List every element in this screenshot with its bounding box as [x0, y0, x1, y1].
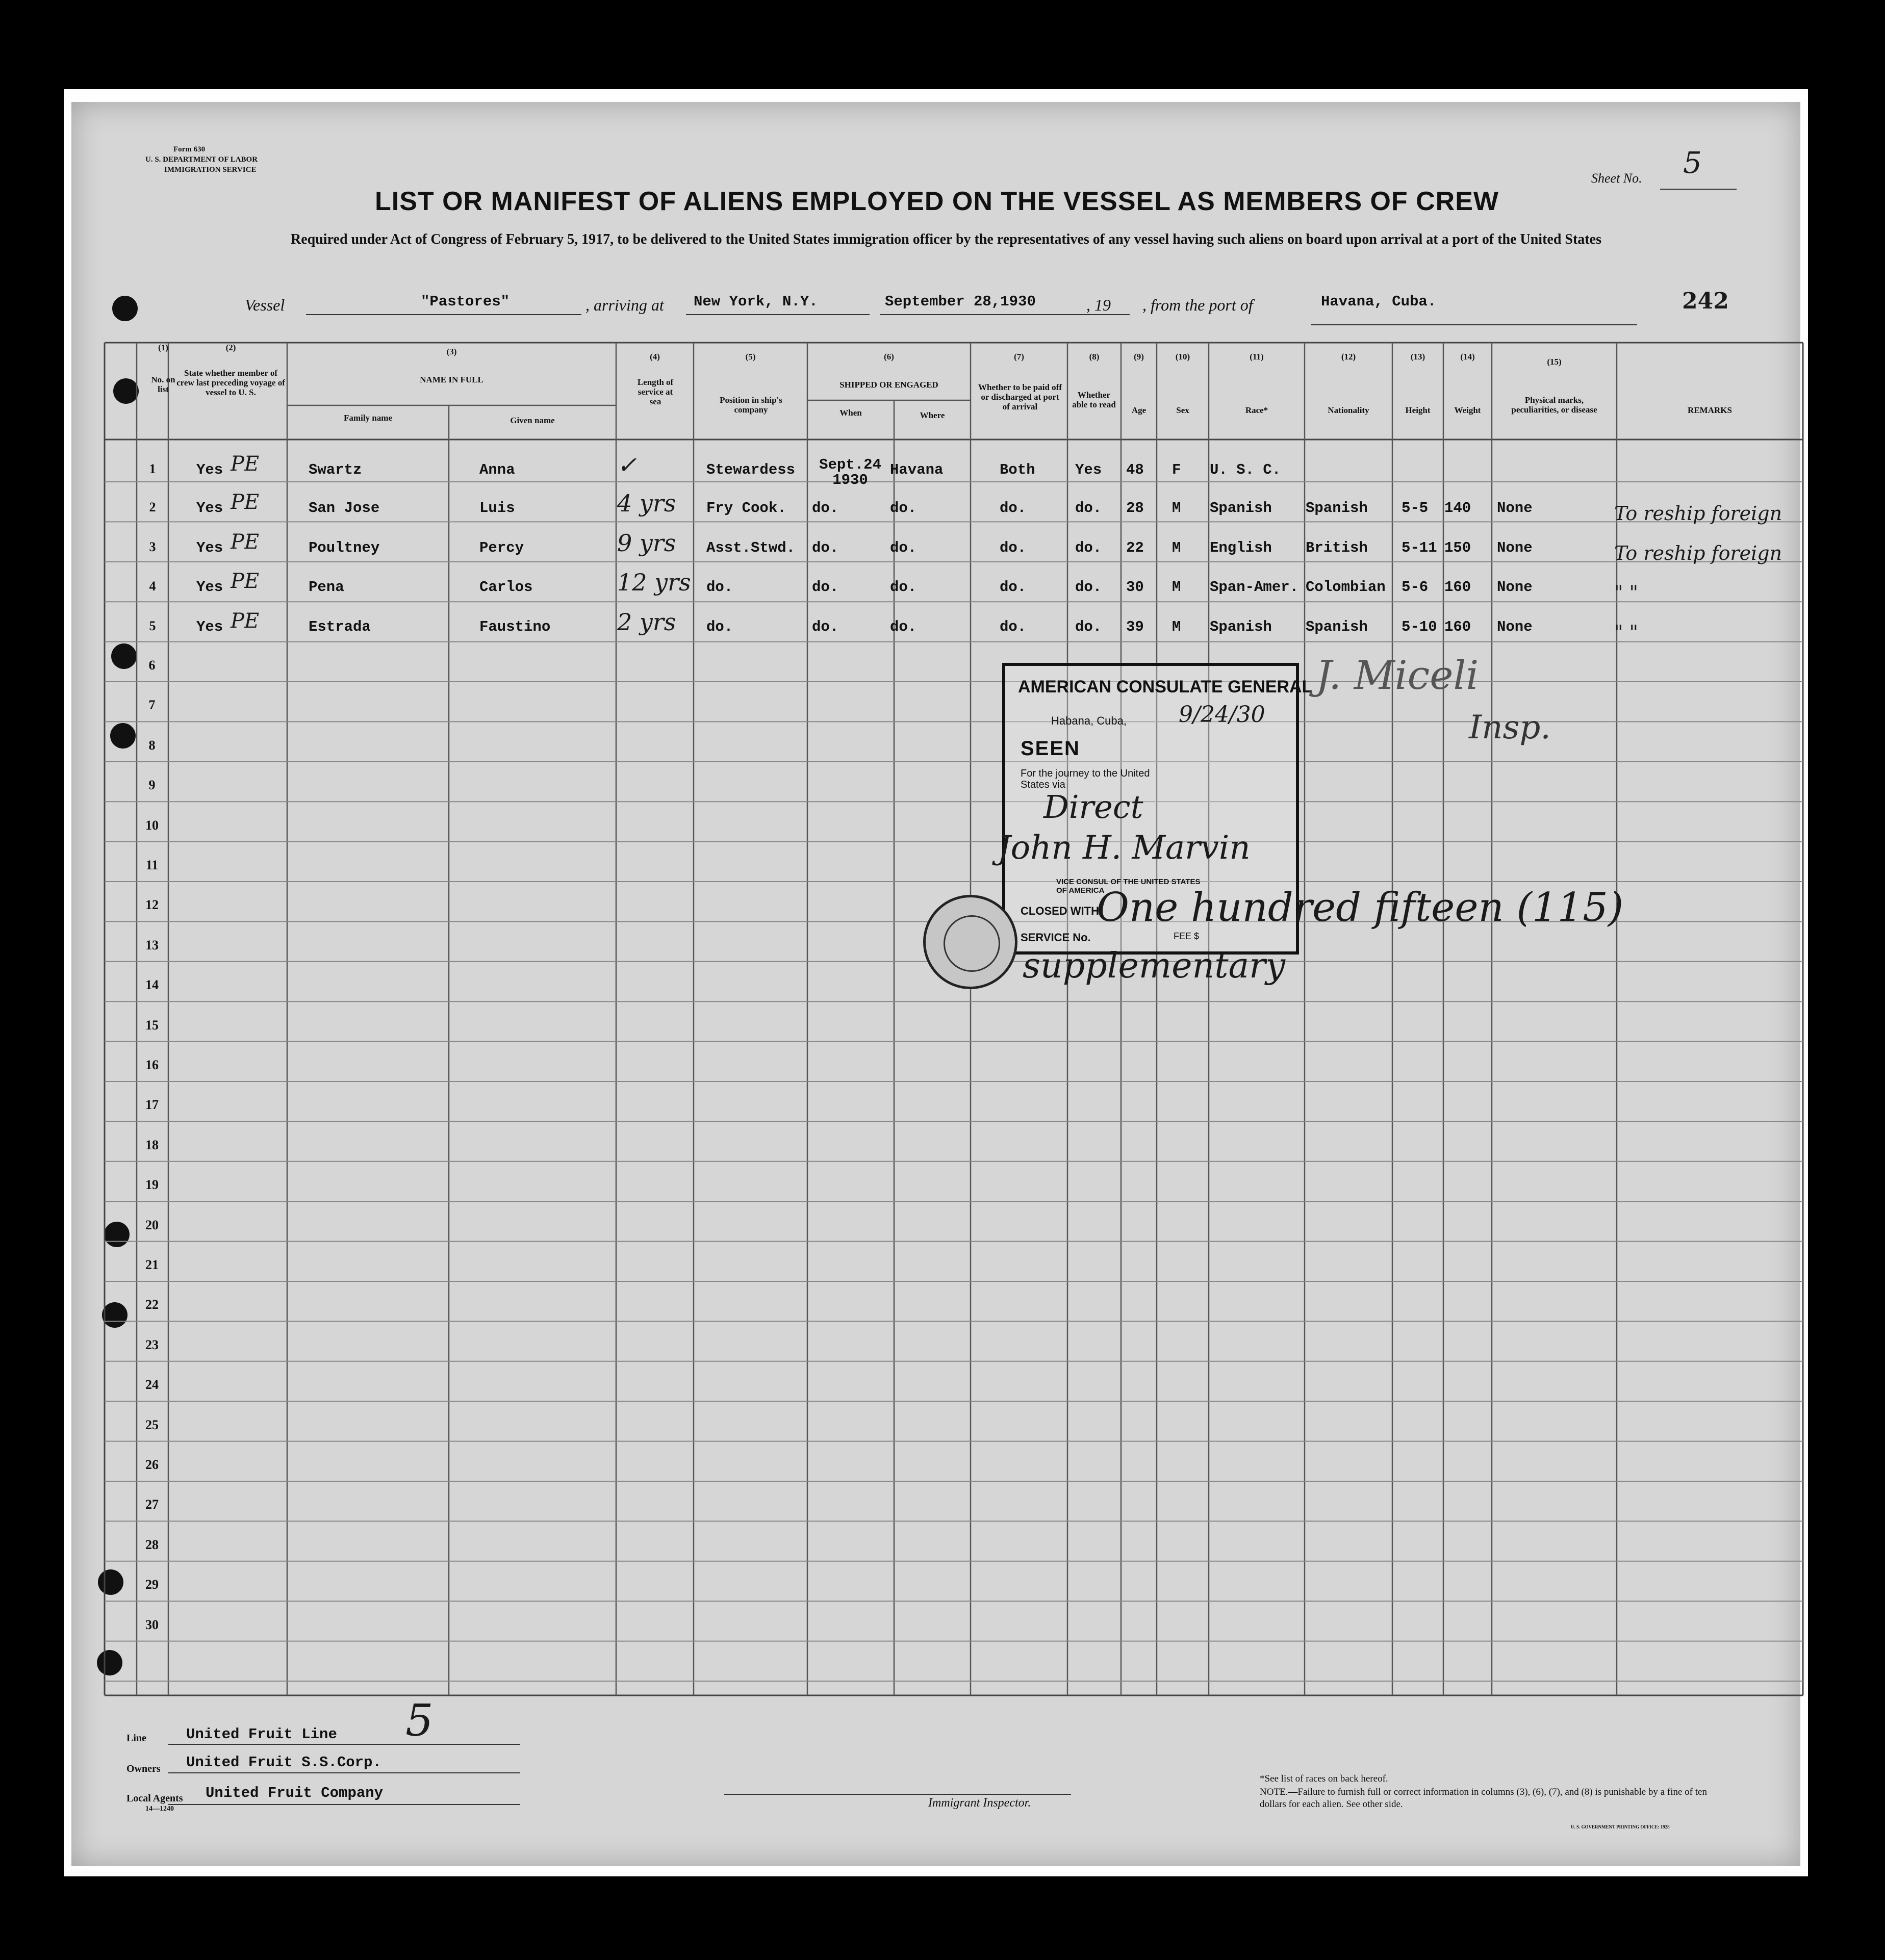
- crew-cell-race: U. S. C.: [1210, 461, 1281, 478]
- col-12-number: (12): [1341, 352, 1356, 362]
- crew-cell-prev: Yes: [196, 500, 223, 517]
- sheet-number: 5: [1683, 145, 1702, 180]
- inspector-underline: [724, 1794, 1071, 1795]
- fine-note: [1260, 1786, 1709, 1811]
- crew-cell-marks: None: [1497, 539, 1533, 556]
- col-6-header: SHIPPED OR ENGAGED: [839, 380, 938, 390]
- crew-cell-race: Span-Amer.: [1210, 579, 1299, 596]
- crew-cell-height: 5-10: [1402, 618, 1437, 635]
- crew-cell-position: Asst.Stwd.: [706, 539, 796, 556]
- row-number: 17: [145, 1097, 159, 1113]
- row-number: 9: [148, 778, 156, 793]
- crew-cell-service: 9 yrs: [617, 529, 676, 557]
- crew-cell-read: do.: [1075, 500, 1102, 517]
- col-3-number: (3): [446, 347, 457, 356]
- crew-cell-mark: PE: [231, 609, 260, 633]
- crew-cell-position: do.: [706, 579, 733, 596]
- col-8-header: Whether able to read: [1072, 390, 1116, 409]
- line-value: United Fruit Line: [186, 1726, 337, 1743]
- crew-cell-marks: None: [1497, 579, 1533, 596]
- crew-cell-family: San Jose: [309, 500, 380, 517]
- stamp-fee-label: FEE $: [1174, 931, 1200, 941]
- printer-credit: U. S. GOVERNMENT PRINTING OFFICE: 1928: [1571, 1824, 1670, 1829]
- row-number: 11: [145, 858, 159, 872]
- line-label: Line: [126, 1733, 146, 1744]
- crew-cell-family: Pena: [309, 579, 344, 596]
- crew-cell-position: do.: [706, 618, 733, 635]
- crew-cell-weight: 140: [1444, 500, 1471, 517]
- crew-cell-age: 22: [1126, 539, 1144, 556]
- crew-cell-no: 3: [149, 539, 156, 554]
- crew-cell-weight: 150: [1444, 539, 1471, 556]
- row-number: 24: [145, 1377, 159, 1392]
- row-number: 30: [145, 1617, 159, 1632]
- crew-cell-no: 5: [149, 618, 156, 633]
- col-3-given-header: Given name: [510, 416, 555, 425]
- crew-cell-nationality: British: [1306, 539, 1368, 556]
- crew-cell-paid: do.: [1000, 579, 1027, 596]
- col-10-number: (10): [1175, 352, 1190, 362]
- col-11-number: (11): [1250, 352, 1264, 362]
- row-number: 12: [145, 897, 159, 913]
- line-handwritten-mark: 5: [405, 1695, 434, 1746]
- col-8-number: (8): [1089, 352, 1100, 362]
- owners-value: United Fruit S.S.Corp.: [186, 1754, 381, 1771]
- row-number: 20: [145, 1217, 159, 1232]
- col-9-number: (9): [1134, 352, 1144, 362]
- col-14-header: Weight: [1454, 405, 1481, 415]
- stamp-city: Habana, Cuba,: [1051, 714, 1127, 727]
- stamp-date: 9/24/30: [1179, 702, 1265, 728]
- crew-cell-given: Faustino: [479, 618, 551, 635]
- sheet-label: Sheet No.: [1591, 171, 1642, 186]
- col-9-header: Age: [1131, 405, 1147, 415]
- crew-cell-position: Stewardess: [706, 461, 796, 478]
- row-number: 22: [145, 1297, 159, 1312]
- col-1-header: No. on list: [151, 375, 175, 394]
- col-2-number: (2): [225, 343, 236, 352]
- row-number: 21: [145, 1257, 159, 1272]
- crew-cell-service: ✓: [617, 451, 637, 479]
- page-subtitle: Required under Act of Congress of February 5, 1917, to be delivered to the United States immigration officer by the representatives of any vessel having such aliens on board upon arrival at a port of the United States: [291, 231, 1601, 247]
- crew-cell-mark: PE: [231, 530, 260, 554]
- row-number: 28: [145, 1537, 159, 1552]
- arrival-date: September 28,1930: [885, 293, 1036, 310]
- row-number: 18: [145, 1137, 159, 1152]
- col-5-header: Position in ship's company: [720, 395, 782, 415]
- agents-underline: [168, 1804, 520, 1805]
- crew-cell-where: do.: [890, 579, 917, 596]
- line-underline: [168, 1744, 520, 1745]
- crew-cell-paid: do.: [1000, 500, 1027, 517]
- col-11-header: Race*: [1245, 405, 1268, 415]
- crew-cell-height: 5-6: [1402, 579, 1429, 596]
- agents-value: United Fruit Company: [206, 1785, 384, 1801]
- col-4-number: (4): [650, 352, 660, 362]
- crew-cell-when: do.: [812, 579, 839, 596]
- stamp-closed-label: CLOSED WITH: [1021, 905, 1099, 917]
- page-title: LIST OR MANIFEST OF ALIENS EMPLOYED ON THE VESSEL AS MEMBERS OF CREW: [375, 187, 1499, 216]
- row-number: 7: [148, 698, 156, 713]
- col-7-number: (7): [1014, 352, 1024, 362]
- crew-cell-when: do.: [812, 500, 839, 517]
- crew-cell-paid: do.: [1000, 539, 1027, 556]
- crew-cell-sex: M: [1172, 539, 1181, 556]
- department-name: U. S. DEPARTMENT OF LABOR: [145, 156, 258, 164]
- crew-cell-remarks: To reship foreign: [1614, 542, 1782, 564]
- crew-cell-mark: PE: [231, 570, 260, 593]
- arrival-port: New York, N.Y.: [694, 293, 818, 310]
- crew-cell-prev: Yes: [196, 579, 223, 596]
- col-15-header: Physical marks, peculiarities, or disease: [1511, 395, 1597, 415]
- crew-cell-mark: PE: [231, 452, 260, 476]
- crew-cell-when: do.: [812, 618, 839, 635]
- agents-label: Local Agents: [126, 1793, 183, 1804]
- owners-underline: [168, 1772, 520, 1773]
- crew-cell-remarks: To reship foreign: [1614, 502, 1782, 525]
- crew-cell-nationality: Spanish: [1306, 618, 1368, 635]
- crew-cell-mark: PE: [231, 491, 260, 514]
- row-number: 25: [145, 1417, 159, 1432]
- row-number: 8: [148, 737, 156, 753]
- crew-cell-marks: None: [1497, 618, 1533, 635]
- crew-cell-race: Spanish: [1210, 618, 1272, 635]
- row-number: 6: [148, 658, 156, 673]
- stamp-service-label: SERVICE No.: [1021, 931, 1091, 944]
- row-number: 13: [145, 937, 159, 952]
- arriving-label: , arriving at: [585, 296, 664, 314]
- crew-cell-family: Swartz: [309, 461, 362, 478]
- col-6-when-header: When: [839, 408, 862, 418]
- crew-cell-read: do.: [1075, 618, 1102, 635]
- race-note: *See list of races on back hereof.: [1260, 1773, 1388, 1784]
- col-12-header: Nationality: [1328, 405, 1369, 415]
- fine-note-label: NOTE.: [1260, 1787, 1288, 1797]
- col-6-number: (6): [884, 352, 894, 362]
- crew-cell-nationality: Colombian: [1306, 579, 1386, 596]
- crew-cell-given: Luis: [479, 500, 515, 517]
- departure-port: Havana, Cuba.: [1321, 293, 1437, 310]
- col-16-header: REMARKS: [1688, 405, 1732, 415]
- crew-cell-where: do.: [890, 539, 917, 556]
- crew-cell-sex: M: [1172, 500, 1181, 517]
- stamp-via: Direct: [1043, 788, 1143, 826]
- crew-cell-nationality: Spanish: [1306, 500, 1368, 517]
- col-2-header: State whether member of crew last preceding voyage of vessel to U. S.: [176, 368, 285, 397]
- col-6-where-header: Where: [920, 410, 945, 420]
- crew-cell-position: Fry Cook.: [706, 500, 786, 517]
- crew-cell-given: Anna: [479, 461, 515, 478]
- owners-label: Owners: [126, 1763, 161, 1774]
- crew-cell-no: 4: [149, 579, 156, 594]
- row-number: 26: [145, 1457, 159, 1472]
- row-number: 16: [145, 1058, 159, 1072]
- crew-cell-sex: M: [1172, 618, 1181, 635]
- inspector-signature-title: Insp.: [1469, 709, 1551, 746]
- row-number: 14: [145, 977, 159, 993]
- col-5-number: (5): [745, 352, 756, 362]
- inspector-signature: J. Miceli: [1316, 653, 1479, 699]
- crew-cell-race: English: [1210, 539, 1272, 556]
- col-4-header: Length of service at sea: [637, 377, 674, 406]
- page-number: 242: [1682, 288, 1729, 314]
- vessel-label: Vessel: [245, 296, 285, 314]
- stamp-supplementary: supplementary: [1023, 946, 1286, 986]
- stamp-signature: John H. Marvin: [998, 829, 1251, 867]
- footer-code: 14—1240: [145, 1805, 174, 1813]
- crew-cell-when: do.: [812, 539, 839, 556]
- col-10-header: Sex: [1176, 405, 1189, 415]
- crew-cell-read: Yes: [1075, 461, 1102, 478]
- row-number: 10: [145, 817, 159, 833]
- row-number: 23: [145, 1337, 159, 1352]
- crew-cell-age: 48: [1126, 461, 1144, 478]
- col-1-number: (1): [158, 343, 168, 352]
- from-label: , from the port of: [1142, 296, 1253, 314]
- fine-note-text: —Failure to furnish full or correct information in columns (3), (6), (7), and (8) is punishable by a fine of ten dollars for each alien. See other side.: [1260, 1787, 1707, 1810]
- crew-cell-weight: 160: [1444, 618, 1471, 635]
- crew-cell-paid: do.: [1000, 618, 1027, 635]
- crew-cell-sex: F: [1172, 461, 1181, 478]
- crew-cell-marks: None: [1497, 500, 1533, 517]
- crew-cell-family: Estrada: [309, 618, 371, 635]
- crew-cell-prev: Yes: [196, 618, 223, 635]
- year-label: , 19: [1086, 296, 1111, 314]
- crew-cell-height: 5-5: [1402, 500, 1429, 517]
- stamp-journey: For the journey to the United States via: [1021, 768, 1150, 790]
- col-3-header: NAME IN FULL: [420, 375, 483, 384]
- col-3-family-header: Family name: [344, 413, 392, 423]
- crew-cell-remarks: " ": [1614, 581, 1639, 604]
- service-name: IMMIGRATION SERVICE: [164, 166, 257, 174]
- crew-cell-when: Sept.24 1930: [819, 456, 881, 488]
- crew-cell-sex: M: [1172, 579, 1181, 596]
- stamp-consul-title: VICE CONSUL OF THE UNITED STATES OF AMERICA: [1056, 878, 1201, 895]
- crew-cell-service: 12 yrs: [617, 569, 691, 596]
- crew-cell-prev: Yes: [196, 461, 223, 478]
- crew-cell-weight: 160: [1444, 579, 1471, 596]
- crew-cell-height: 5-11: [1402, 539, 1437, 556]
- crew-cell-age: 39: [1126, 618, 1144, 635]
- col-13-number: (13): [1410, 352, 1425, 362]
- crew-cell-prev: Yes: [196, 539, 223, 556]
- consular-seal-center: [944, 915, 1000, 972]
- row-number: 15: [145, 1017, 159, 1033]
- consular-seal: [923, 895, 1017, 989]
- col-14-number: (14): [1460, 352, 1475, 362]
- crew-cell-given: Percy: [479, 539, 524, 556]
- row-number: 29: [145, 1577, 159, 1592]
- form-number: Form 630: [173, 145, 206, 153]
- crew-cell-age: 30: [1126, 579, 1144, 596]
- crew-cell-read: do.: [1075, 539, 1102, 556]
- stamp-closed-value: One hundred fifteen (115): [1097, 885, 1624, 931]
- crew-cell-where: Havana: [890, 461, 944, 478]
- crew-cell-paid: Both: [1000, 461, 1035, 478]
- crew-cell-where: do.: [890, 500, 917, 517]
- inspector-label: Immigrant Inspector.: [928, 1796, 1031, 1810]
- col-13-header: Height: [1405, 405, 1431, 415]
- crew-cell-family: Poultney: [309, 539, 380, 556]
- stamp-office: AMERICAN CONSULATE GENERAL: [1018, 677, 1313, 697]
- crew-cell-age: 28: [1126, 500, 1144, 517]
- vessel-name: "Pastores": [421, 293, 510, 310]
- crew-cell-given: Carlos: [479, 579, 533, 596]
- row-number: 19: [145, 1177, 159, 1193]
- col-7-header: Whether to be paid off or discharged at port of arrival: [978, 382, 1062, 411]
- crew-cell-no: 2: [149, 500, 156, 514]
- col-15-number: (15): [1547, 357, 1562, 367]
- crew-cell-remarks: " ": [1614, 621, 1639, 643]
- stamp-seen: SEEN: [1021, 737, 1080, 760]
- crew-cell-service: 2 yrs: [617, 608, 676, 636]
- crew-cell-no: 1: [149, 461, 156, 476]
- crew-cell-service: 4 yrs: [617, 489, 676, 517]
- crew-cell-where: do.: [890, 618, 917, 635]
- crew-cell-read: do.: [1075, 579, 1102, 596]
- crew-cell-race: Spanish: [1210, 500, 1272, 517]
- row-number: 27: [145, 1497, 159, 1512]
